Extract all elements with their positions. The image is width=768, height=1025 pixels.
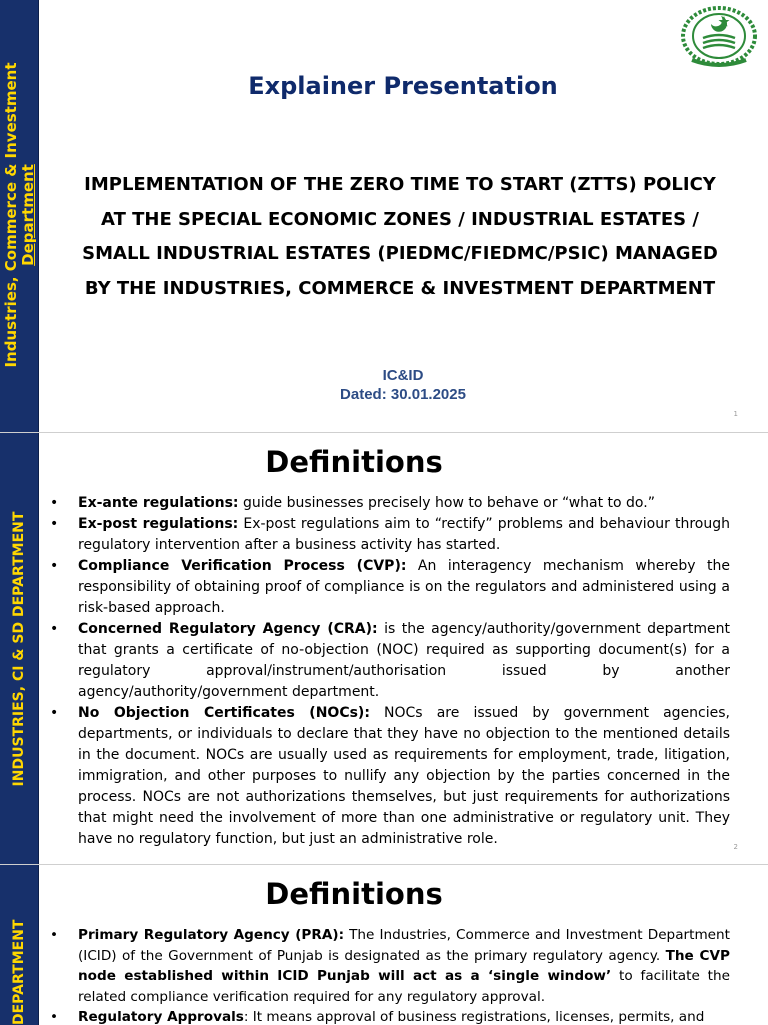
definition-emphasis: The CVP node established within ICID Punjab will act as a ‘single window’ — [78, 947, 730, 984]
bullet-icon: • — [50, 621, 59, 637]
definition-text: guide businesses precisely how to behave or “what to do.” — [238, 495, 655, 511]
sidebar-department-label: DEPARTMENT — [11, 919, 27, 1025]
presentation-title: Explainer Presentation — [248, 72, 558, 100]
list-item — [50, 925, 730, 1007]
definition-term: Compliance Verification Process (CVP): — [78, 558, 407, 574]
definitions-title: Definitions — [265, 877, 443, 911]
definition-term: Primary Regulatory Agency (PRA): — [78, 927, 345, 943]
bullet-icon: • — [50, 1009, 59, 1025]
definition-text: An interagency mechanism whereby the responsibility of obtaining proof of compliance is on the regulators and administered using a risk-based approach. — [78, 558, 731, 616]
list-item — [50, 514, 730, 556]
slide-1 — [0, 0, 768, 432]
definitions-title: Definitions — [265, 445, 443, 479]
list-item — [50, 619, 730, 703]
list-item — [50, 556, 730, 619]
sidebar-line-2: Department — [19, 164, 37, 266]
slide-number: 2 — [733, 843, 738, 851]
definition-text: NOCs are issued by government agencies, departments, or individuals to declare that they have no objection to the mentioned details in the document. NOCs are usually used as requirements for employment, trade, litigation, immigration, and other purposes to nullify any objection by the parties concerned in the process. NOCs are not authorizations themselves, but just requirements for authorizations that might need the involvement of more than one administrative or regulatory unit. They have no regulatory function, but just an administrative role. — [78, 705, 731, 847]
presentation-date: Dated: 30.01.2025 — [340, 386, 466, 403]
bullet-icon: • — [50, 558, 59, 574]
definition-term: No Objection Certificates (NOCs): — [78, 705, 370, 721]
slide-number: 1 — [733, 410, 738, 418]
definition-term: Ex-post regulations: — [78, 516, 239, 532]
list-item — [50, 1007, 730, 1025]
definition-text: is the agency/authority/government department that grants a certificate of no-objection (NOC) required as supporting document(s) for a regulatory approval/instrument/authorisation issued by another agency/authority/government department. — [78, 621, 730, 700]
punjab-government-emblem-icon — [678, 2, 760, 68]
bullet-icon: • — [50, 927, 59, 943]
sidebar-department-label: INDUSTRIES, CI & SD DEPARTMENT — [11, 511, 27, 787]
organization-block — [38, 366, 768, 404]
bullet-icon: • — [50, 705, 59, 721]
definitions-list — [50, 493, 730, 850]
list-item — [50, 493, 730, 514]
definition-text: to facilitate the related compliance verification required for any regulatory approval. — [78, 968, 730, 1005]
list-item — [50, 703, 730, 850]
definition-text: Ex-post regulations aim to “rectify” problems and behaviour through regulatory intervention after a business activity has started. — [78, 516, 730, 553]
slide-2 — [0, 432, 768, 865]
definitions-list — [50, 925, 730, 1025]
sidebar-department-label — [3, 52, 37, 378]
sidebar-band — [0, 433, 39, 865]
sidebar-band — [0, 0, 39, 432]
definition-term: Regulatory Approvals — [78, 1009, 244, 1025]
slide-3 — [0, 864, 768, 1025]
bullet-icon: • — [50, 516, 59, 532]
policy-heading: IMPLEMENTATION OF THE ZERO TIME TO START (ZTTS) POLICY AT THE SPECIAL ECONOMIC ZONES / INDUSTRIAL ESTATES / SMALL INDUSTRIAL ESTATES (PIEDMC/FIEDMC/PSIC) MANAGED BY THE INDUSTRIES, COMMERCE & INVESTMENT DEPARTMENT — [82, 174, 718, 299]
bullet-icon: • — [50, 495, 59, 511]
definition-text: The Industries, Commerce and Investment Department (ICID) of the Government of Punjab is designated as the primary regulatory agency. — [78, 927, 730, 964]
definition-term: Concerned Regulatory Agency (CRA): — [78, 621, 378, 637]
sidebar-line-1: Industries, Commerce & Investment — [2, 62, 20, 368]
definition-text: : It means approval of business registrations, licenses, permits, and — [243, 1009, 705, 1025]
organization-name: IC&ID — [382, 367, 424, 384]
definition-term: Ex-ante regulations: — [78, 495, 239, 511]
